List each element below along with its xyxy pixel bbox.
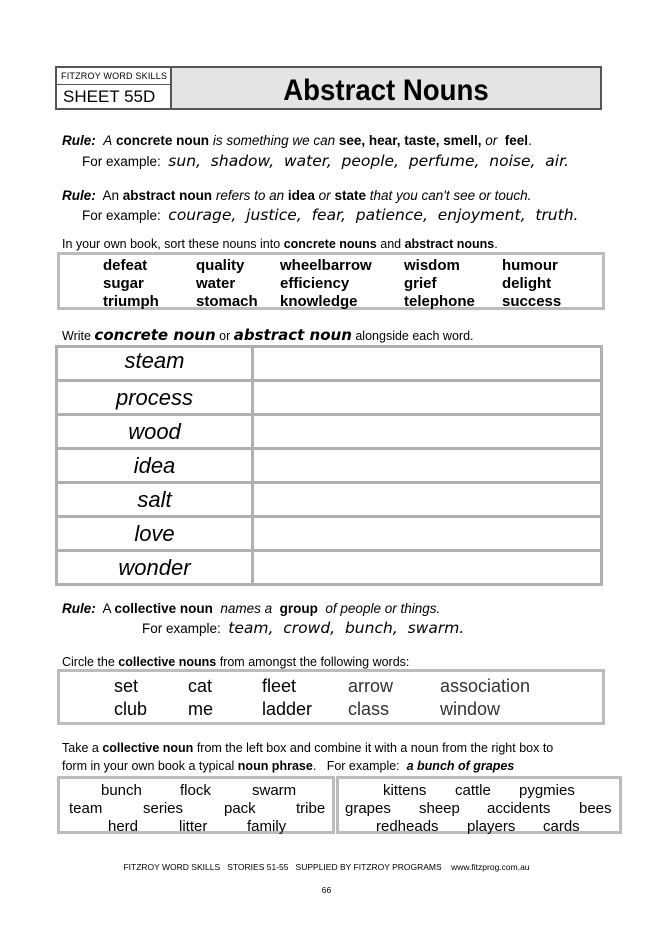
- table-word: process: [115, 385, 194, 410]
- answer-cell[interactable]: [251, 450, 254, 481]
- combine-instruction-line-2: form in your own book a typical noun phrase. For example: a bunch of grapes: [62, 759, 515, 773]
- combine-instruction-line-1: Take a collective noun from the left box and combine it with a noun from the right box to: [62, 741, 554, 755]
- circle-word[interactable]: class: [348, 699, 390, 719]
- right-word: cattle: [455, 782, 491, 799]
- collective-left-box: [57, 776, 335, 834]
- circle-word[interactable]: association: [440, 676, 531, 696]
- abstract-example: For example: courage, justice, fear, patience, enjoyment, truth.: [82, 206, 579, 224]
- answer-cell[interactable]: [251, 382, 254, 413]
- sort-word: humour: [502, 257, 558, 274]
- sort-word: sugar: [103, 275, 144, 292]
- collective-noun-term: collective noun: [114, 601, 213, 616]
- write-instruction: Write concrete noun or abstract noun alongside each word.: [62, 326, 474, 344]
- answer-table: [55, 345, 603, 586]
- table-row: [58, 379, 600, 413]
- left-word: series: [143, 800, 184, 817]
- page-title: Abstract Nouns: [283, 74, 489, 107]
- series-label: FITZROY WORD SKILLS: [61, 71, 168, 81]
- circle-words-box: [57, 669, 605, 725]
- concrete-rule: Rule: A concrete noun is something we can see, hear, taste, smell, or feel.: [62, 133, 532, 148]
- table-row: [58, 481, 600, 515]
- answer-cell[interactable]: [251, 416, 254, 447]
- table-word: steam: [124, 348, 185, 373]
- right-word: accidents: [487, 800, 551, 817]
- concrete-noun-term: concrete noun: [116, 133, 210, 148]
- circle-instruction: Circle the collective nouns from amongst the following words:: [62, 655, 410, 669]
- sort-instruction: In your own book, sort these nouns into concrete nouns and abstract nouns.: [62, 237, 498, 251]
- rule-label: Rule:: [62, 133, 96, 148]
- right-word: redheads: [376, 818, 439, 835]
- table-row: [58, 515, 600, 549]
- circle-word[interactable]: arrow: [348, 676, 394, 696]
- left-word: litter: [179, 818, 208, 835]
- sort-word: stomach: [196, 293, 258, 310]
- sort-word: efficiency: [280, 275, 350, 292]
- left-word: flock: [180, 782, 211, 799]
- circle-word[interactable]: fleet: [262, 676, 297, 696]
- table-row: [58, 413, 600, 447]
- circle-word[interactable]: window: [440, 699, 501, 719]
- right-word: bees: [579, 800, 612, 817]
- collective-example-words: team, crowd, bunch, swarm.: [228, 619, 465, 637]
- left-word: team: [69, 800, 103, 817]
- abstract-noun-term: abstract noun: [122, 188, 213, 203]
- left-word: bunch: [101, 782, 142, 799]
- right-word: players: [467, 818, 516, 835]
- page-number: 66: [321, 885, 332, 895]
- sort-word: defeat: [103, 257, 148, 274]
- answer-cell[interactable]: [251, 552, 254, 583]
- sort-word: wheelbarrow: [280, 257, 372, 274]
- abstract-rule: Rule: An abstract noun refers to an idea or state that you can't see or touch.: [62, 188, 532, 203]
- circle-word[interactable]: ladder: [262, 699, 313, 719]
- answer-cell[interactable]: [251, 484, 254, 515]
- collective-example: For example: team, crowd, bunch, swarm.: [142, 619, 465, 637]
- circle-word[interactable]: cat: [188, 676, 213, 696]
- table-word: wood: [128, 419, 181, 444]
- answer-cell[interactable]: [251, 345, 254, 379]
- right-word: grapes: [345, 800, 391, 817]
- collective-rule: Rule: A collective noun names a group of people or things.: [62, 601, 441, 616]
- left-word: family: [247, 818, 287, 835]
- table-word: salt: [137, 487, 172, 512]
- sort-word: wisdom: [404, 257, 460, 274]
- right-word: sheep: [419, 800, 460, 817]
- left-word: tribe: [296, 800, 326, 817]
- sort-words-box: [57, 252, 605, 310]
- circle-word[interactable]: set: [114, 676, 139, 696]
- right-word: kittens: [383, 782, 427, 799]
- circle-word[interactable]: club: [114, 699, 148, 719]
- sheet-number: SHEET 55D: [63, 87, 156, 106]
- table-word: love: [134, 521, 175, 546]
- left-word: pack: [224, 800, 256, 817]
- sort-word: delight: [502, 275, 552, 292]
- header-sheet-box: [55, 66, 172, 110]
- sort-word: success: [502, 293, 562, 310]
- circle-word[interactable]: me: [188, 699, 214, 719]
- collective-right-box: [336, 776, 622, 834]
- sort-word: grief: [404, 275, 437, 292]
- answer-cell[interactable]: [251, 518, 254, 549]
- sort-word: quality: [196, 257, 245, 274]
- table-word: wonder: [118, 555, 191, 580]
- example-phrase: a bunch of grapes: [406, 759, 515, 773]
- abstract-example-words: courage, justice, fear, patience, enjoyment, truth.: [168, 206, 579, 224]
- table-row: [58, 447, 600, 481]
- footer-credit: FITZROY WORD SKILLS STORIES 51-55 SUPPLIED BY FITZROY PROGRAMS www.fitzprog.com.au: [123, 862, 530, 872]
- header-title-box: [172, 66, 602, 110]
- table-row: [58, 345, 600, 379]
- sort-word: water: [196, 275, 236, 292]
- concrete-example: For example: sun, shadow, water, people, perfume, noise, air.: [82, 152, 569, 170]
- left-word: swarm: [252, 782, 297, 799]
- right-word: pygmies: [519, 782, 575, 799]
- sort-word: telephone: [404, 293, 475, 310]
- sort-word: triumph: [103, 293, 159, 310]
- left-word: herd: [108, 818, 139, 835]
- table-word: idea: [133, 453, 176, 478]
- table-row: [58, 549, 600, 583]
- right-word: cards: [543, 818, 580, 835]
- sort-word: knowledge: [280, 293, 358, 310]
- concrete-example-words: sun, shadow, water, people, perfume, noise, air.: [168, 152, 569, 170]
- header-divider: [57, 84, 170, 85]
